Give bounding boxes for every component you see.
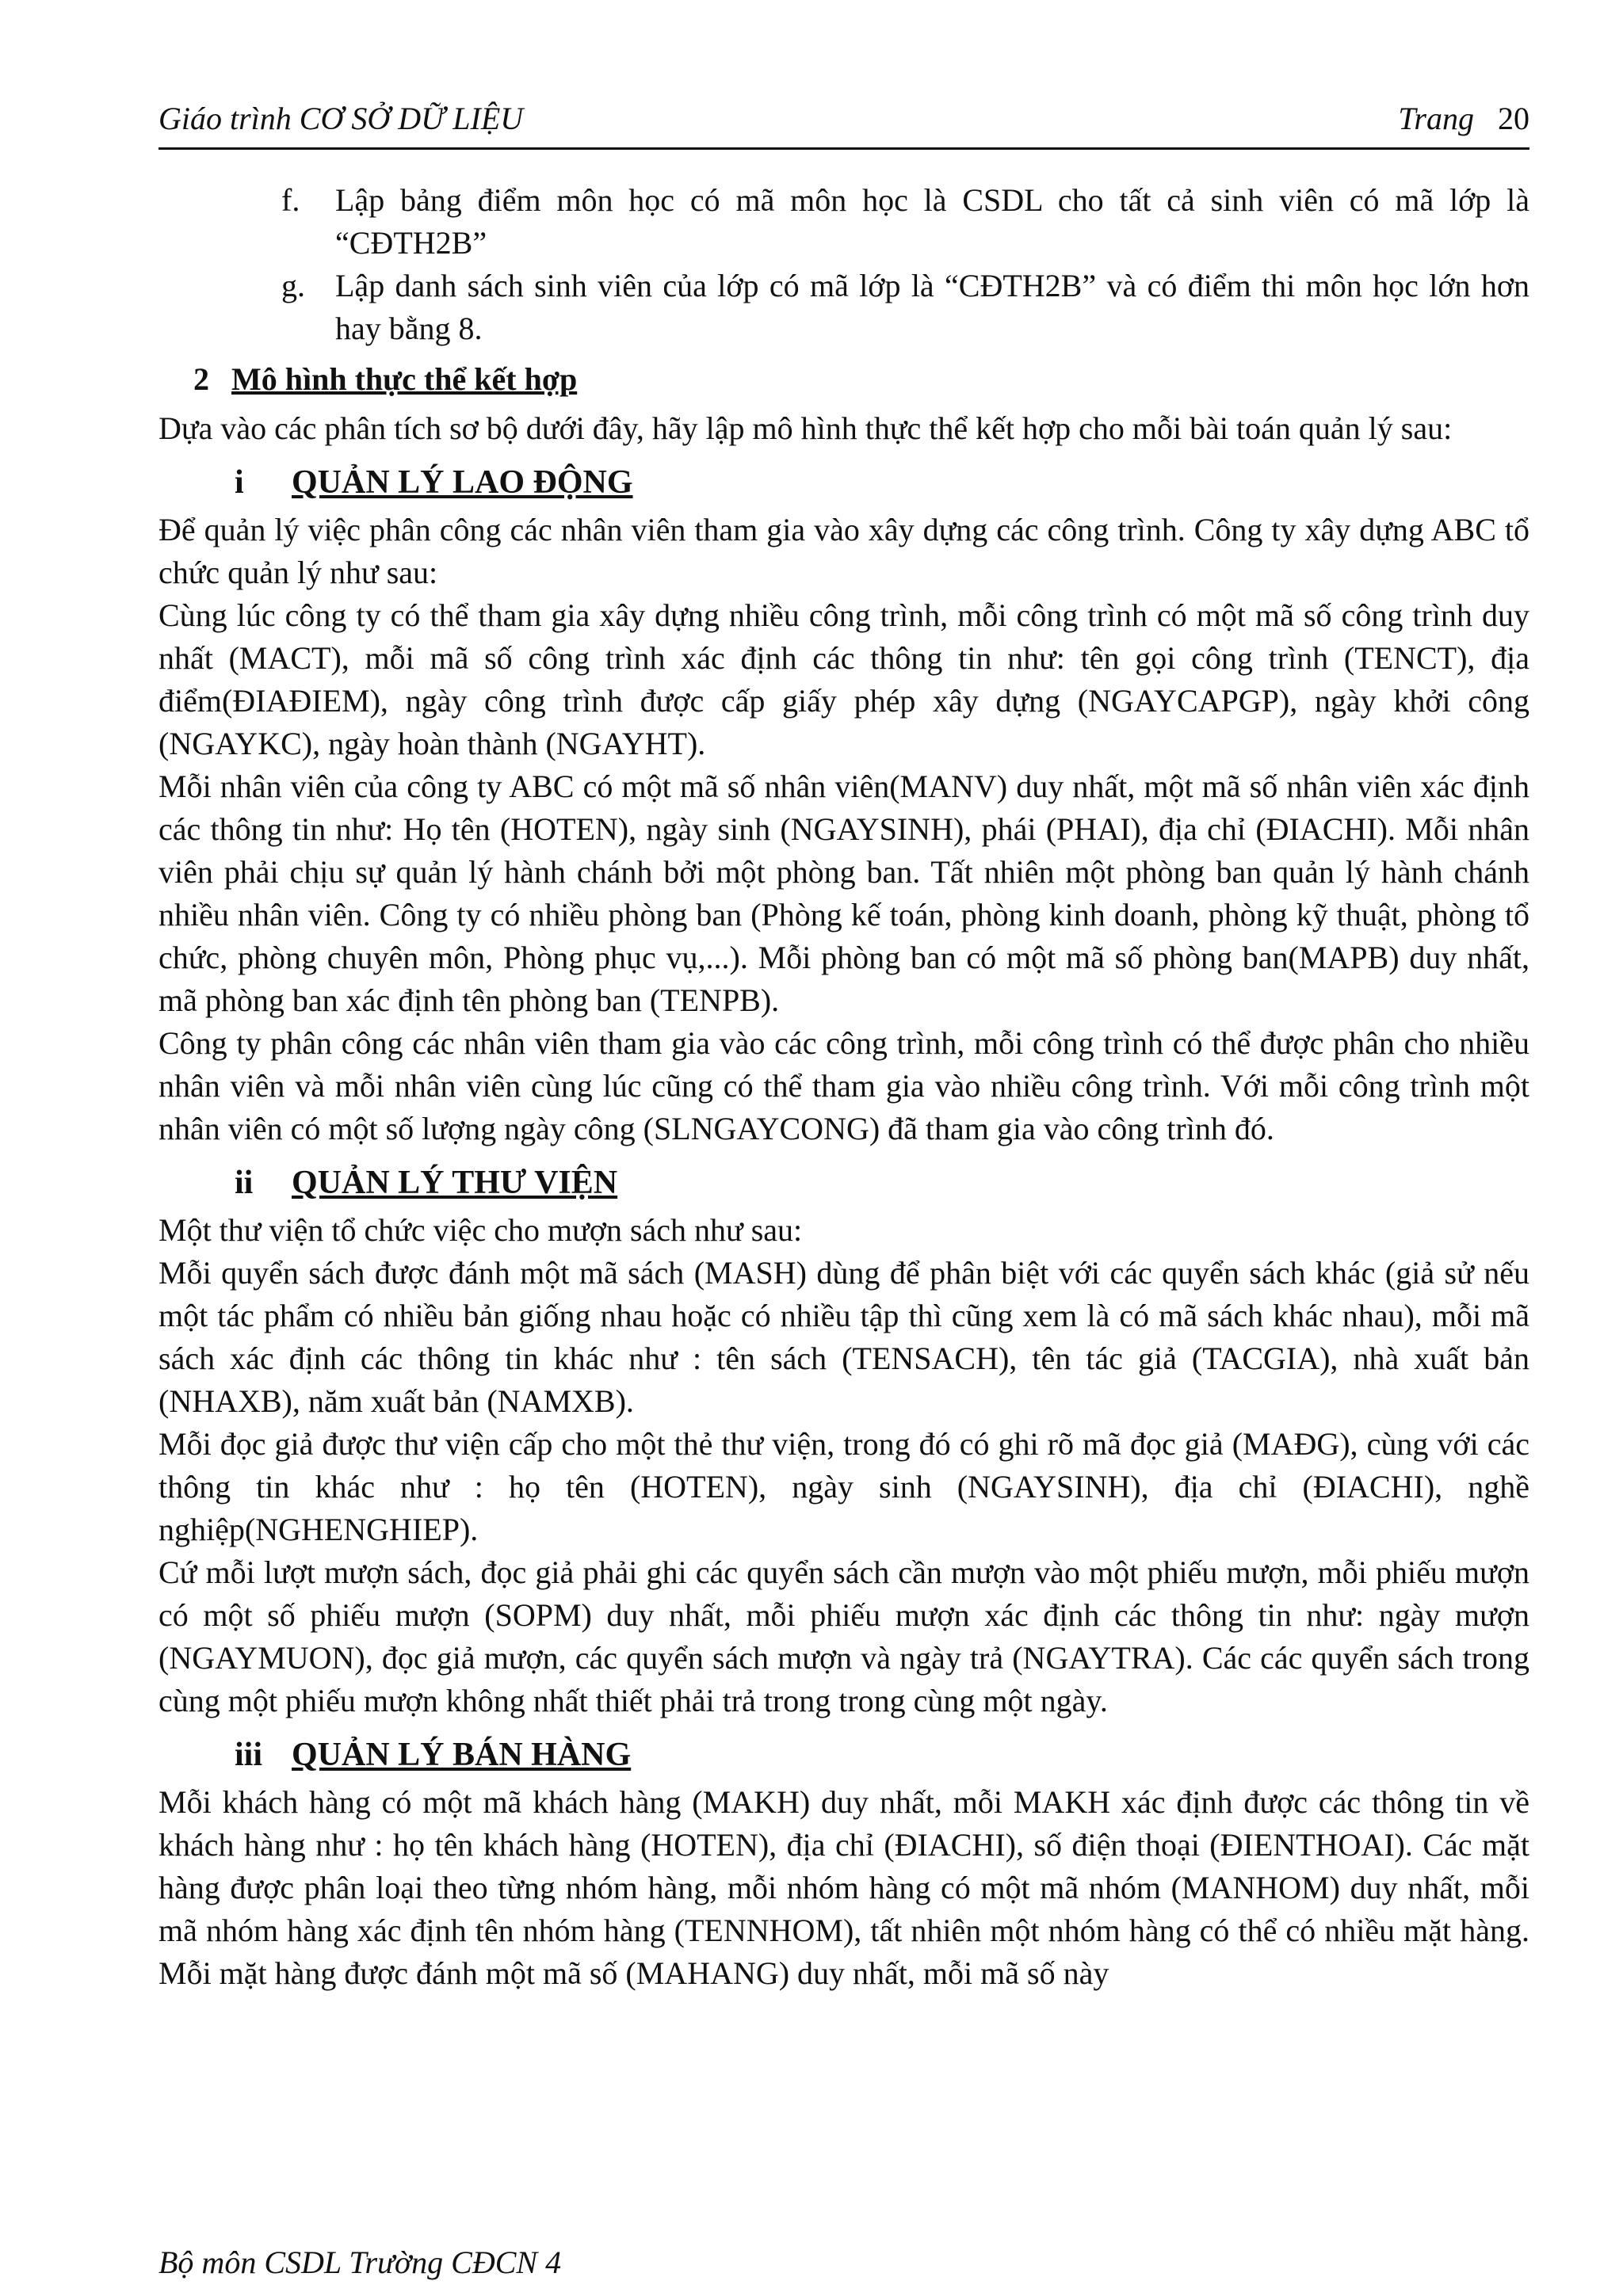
subsection-ii-heading [158, 1161, 1529, 1204]
section-2-intro: Dựa vào các phân tích sơ bộ dưới đây, hãy lập mô hình thực thể kết hợp cho mỗi bài toán quản lý sau: [158, 410, 1453, 446]
page-header [158, 100, 1529, 150]
page-number: 20 [1498, 101, 1529, 136]
paragraph: Mỗi quyển sách được đánh một mã sách (MASH) dùng để phân biệt với các quyển sách khác (giả sử nếu một tác phẩm có nhiều bản giống nhau hoặc có nhiều tập thì cũng xem là có mã sách khác nhau), mỗi mã sách xác định các thông tin khác như : tên sách (TENSACH), tên tác giả (TACGIA), nhà xuất bản (NHAXB), năm xuất bản (NAMXB). [158, 1255, 1529, 1419]
paragraph: Một thư viện tổ chức việc cho mượn sách như sau: [158, 1212, 803, 1248]
page-footer: Bộ môn CSDL Trường CĐCN 4 [158, 2245, 562, 2280]
subsection-number: i [235, 464, 244, 501]
paragraph: Để quản lý việc phân công các nhân viên tham gia vào xây dựng các công trình. Công ty xây dựng ABC tổ chức quản lý như sau: [158, 512, 1529, 590]
paragraph: Mỗi đọc giả được thư viện cấp cho một thẻ thư viện, trong đó có ghi rõ mã đọc giả (MAĐG), cùng với các thông tin khác như : họ tên (HOTEN), ngày sinh (NGAYSINH), địa chỉ (ĐIACHI), nghề nghiệp(NGHENGHIEP). [158, 1426, 1529, 1547]
paragraph: Mỗi nhân viên của công ty ABC có một mã số nhân viên(MANV) duy nhất, một mã số nhân viên xác định các thông tin như: Họ tên (HOTEN), ngày sinh (NGAYSINH), phái (PHAI), địa chỉ (ĐIACHI). Mỗi nhân viên phải chịu sự quản lý hành chánh bởi một phòng ban. Tất nhiên một phòng ban quản lý hành chánh nhiều nhân viên. Công ty có nhiều phòng ban (Phòng kế toán, phòng kinh doanh, phòng kỹ thuật, phòng tổ chức, phòng chuyên môn, Phòng phục vụ,...). Mỗi phòng ban có một mã số phòng ban(MAPB) duy nhất, mã phòng ban xác định tên phòng ban (TENPB). [158, 769, 1529, 1018]
section-title: Mô hình thực thể kết hợp [231, 361, 578, 397]
section-2-heading [158, 358, 1529, 401]
list-item-text: Lập bảng điểm môn học có mã môn học là CSDL cho tất cả sinh viên có mã lớp là “CĐTH2B” [335, 182, 1529, 261]
list-item-g [281, 265, 1529, 350]
page-body [158, 179, 1529, 1995]
page-label: Trang [1398, 101, 1474, 136]
subsection-iii-heading [158, 1733, 1529, 1776]
subsection-number: iii [235, 1737, 263, 1773]
header-title: Giáo trình CƠ SỞ DỮ LIỆU [158, 101, 524, 136]
paragraph: Cứ mỗi lượt mượn sách, đọc giả phải ghi các quyển sách cần mượn vào một phiếu mượn, mỗi phiếu mượn có một số phiếu mượn (SOPM) duy nhất, mỗi phiếu mượn xác định các thông tin như: ngày mượn (NGAYMUON), đọc giả mượn, các quyển sách mượn và ngày trả (NGAYTRA). Các các quyển sách trong cùng một phiếu mượn không nhất thiết phải trả trong trong cùng một ngày. [158, 1554, 1529, 1718]
subsection-number: ii [235, 1165, 254, 1201]
paragraph: Cùng lúc công ty có thể tham gia xây dựng nhiều công trình, mỗi công trình có một mã số công trình duy nhất (MACT), mỗi mã số công trình xác định các thông tin như: tên gọi công trình (TENCT), địa điểm(ĐIAĐIEM), ngày công trình được cấp giấy phép xây dựng (NGAYCAPGP), ngày khởi công (NGAYKC), ngày hoàn thành (NGAYHT). [158, 597, 1529, 761]
header-page-number [1398, 100, 1529, 137]
subsection-title: QUẢN LÝ BÁN HÀNG [292, 1737, 632, 1773]
list-marker: g. [281, 268, 305, 303]
paragraph: Mỗi khách hàng có một mã khách hàng (MAKH) duy nhất, mỗi MAKH xác định được các thông tin về khách hàng như : họ tên khách hàng (HOTEN), địa chỉ (ĐIACHI), số điện thoại (ĐIENTHOAI). Các mặt hàng được phân loại theo từng nhóm hàng, mỗi nhóm hàng có một mã nhóm (MANHOM) duy nhất, mỗi mã nhóm hàng xác định tên nhóm hàng (TENNHOM), tất nhiên một nhóm hàng có thể có nhiều mặt hàng. Mỗi mặt hàng được đánh một mã số (MAHANG) duy nhất, mỗi mã số này [158, 1784, 1529, 1991]
list-item-text: Lập danh sách sinh viên của lớp có mã lớp là “CĐTH2B” và có điểm thi môn học lớn hơn hay bằng 8. [335, 268, 1529, 346]
section-number: 2 [193, 361, 209, 397]
subsection-i-heading [158, 461, 1529, 504]
list-item-f [281, 179, 1529, 265]
subsection-title: QUẢN LÝ THƯ VIỆN [292, 1165, 618, 1201]
list-marker: f. [281, 182, 300, 218]
paragraph: Công ty phân công các nhân viên tham gia vào các công trình, mỗi công trình có thể được phân cho nhiều nhân viên và mỗi nhân viên cùng lúc cũng có thể tham gia vào nhiều công trình. Với mỗi công trình một nhân viên có một số lượng ngày công (SLNGAYCONG) đã tham gia vào công trình đó. [158, 1025, 1529, 1146]
subsection-title: QUẢN LÝ LAO ĐỘNG [292, 464, 633, 501]
